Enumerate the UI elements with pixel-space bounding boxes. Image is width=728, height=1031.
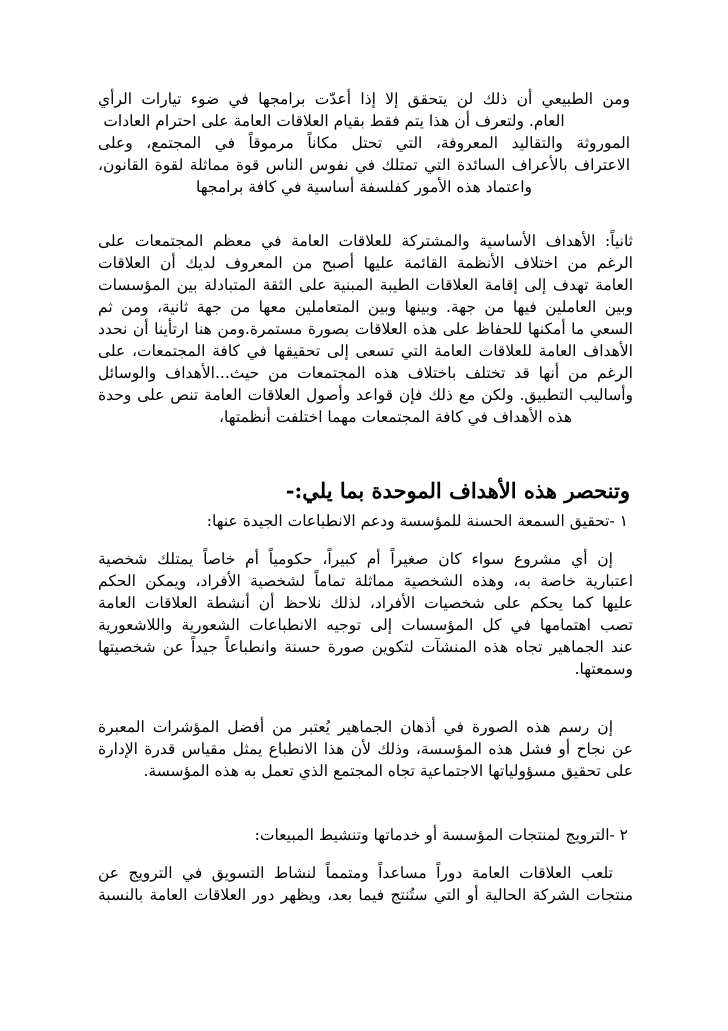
text-line: إن رسم هذه الصورة في أذهان الجماهير يُعتبر من أفضل المؤشرات المعبرة (98, 718, 613, 736)
text-line: العام. ولتعرف أن هذا يتم فقط بقيام العلاقات العامة على احترام العادات (103, 112, 565, 130)
text-line: وسمعتها. (574, 660, 633, 678)
paragraph-4 (98, 716, 633, 782)
point-1-title: ١ -تحقيق السمعة الحسنة للمؤسسة ودعم الانطباعات الجيدة عنها: (206, 512, 628, 530)
paragraph-1 (98, 88, 630, 198)
paragraph-3 (98, 548, 633, 680)
text-line: الموروثة والتقاليد المعروفة، التي تحتل مكاناً مرموقاً في المجتمع، وعلى (98, 134, 630, 152)
text-line: عليها كما يحكم على شخصيات الأفراد، لذلك نلاحظ أن أنشطة العلاقات العامة (98, 594, 633, 612)
text-line: على تحقيق مسؤولياتها الاجتماعية تجاه المجتمع الذي تعمل به هذه المؤسسة. (143, 762, 633, 780)
section-heading-block (98, 478, 630, 503)
text-line: تصب اهتمامها في كل المؤسسات إلى توجيه الانطباعات الشعورية واللاشعورية (98, 616, 633, 634)
text-line: تلعب العلاقات العامة دوراً مساعداً ومتمماً لنشاط التسويق في الترويج عن (98, 864, 613, 882)
text-line: منتجات الشركة الحالية أو التي ستُنتج فيما بعد، ويظهر دور العلاقات العامة بالنسبة (98, 886, 633, 904)
text-line: وبين العاملين فيها من جهة. وبينها وبين المتعاملين معها من جهة ثانية، ومن ثم (98, 298, 633, 316)
point-2-title: ٢ -الترويج لمنتجات المؤسسة أو خدماتها وتنشيط المبيعات: (254, 826, 628, 844)
paragraph-2 (98, 230, 633, 428)
paragraph-5 (98, 862, 633, 906)
text-line: ثانياً: الأهداف الأساسية والمشتركة للعلاقات العامة في معظم المجتمعات على (98, 232, 633, 250)
text-line: الأهداف العامة للعلاقات العامة التي تسعى إلى تحقيقها في كافة المجتمعات، على (98, 342, 633, 360)
text-line: عند الجماهير تجاه هذه المنشآت لتكوين صورة حسنة وانطباعاً جيداً عن شخصيتها (98, 638, 633, 656)
text-line: هذه الأهداف في كافة المجتمعات مهما اختلفت أنظمتها، (218, 408, 573, 426)
text-line: عن نجاح أو فشل هذه المؤسسة، وذلك لأن هذا الانطباع يمثل مقياس قدرة الإدارة (98, 740, 633, 758)
text-line: العامة تهدف إلى إقامة العلاقات الطيبة المبنية على الثقة المتبادلة بين المؤسسات (98, 276, 633, 294)
text-line: الاعتراف بالأعراف السائدة التي تمتلك في نفوس الناس قوة مماثلة لقوة القانون، (98, 156, 630, 174)
text-line: الرغم من أنها قد تختلف باختلاف هذه المجتمعات من حيث...الأهداف والوسائل (98, 364, 633, 382)
text-line: وأساليب التطبيق. ولكن مع ذلك فإن قواعد وأصول العلاقات العامة تنص على وحدة (98, 386, 633, 404)
point-1-title-block (98, 512, 628, 530)
section-heading: وتنحصر هذه الأهداف الموحدة بما يلي:- (285, 478, 630, 503)
text-line: الرغم من اختلاف الأنظمة القائمة عليها أصبح من المعروف لديك أن العلاقات (98, 254, 633, 272)
text-line: إن أي مشروع سواء كان صغيراً أم كبيراً، حكومياً أم خاصاً يمتلك شخصية (98, 550, 613, 568)
text-line: السعي ما أمكنها للحفاظ على هذه العلاقات بصورة مستمرة.ومن هنا ارتأينا أن نحدد (98, 320, 633, 338)
text-line: ومن الطبيعي أن ذلك لن يتحقق إلا إذا أعدّت برامجها في ضوء تيارات الرأي (98, 90, 630, 108)
point-2-title-block (98, 826, 628, 844)
text-line: اعتبارية خاصة به، وهذه الشخصية مماثلة تماماً لشخصية الأفراد، ويمكن الحكم (98, 572, 633, 590)
text-line: واعتماد هذه الأمور كفلسفة أساسية في كافة برامجها (196, 178, 532, 196)
